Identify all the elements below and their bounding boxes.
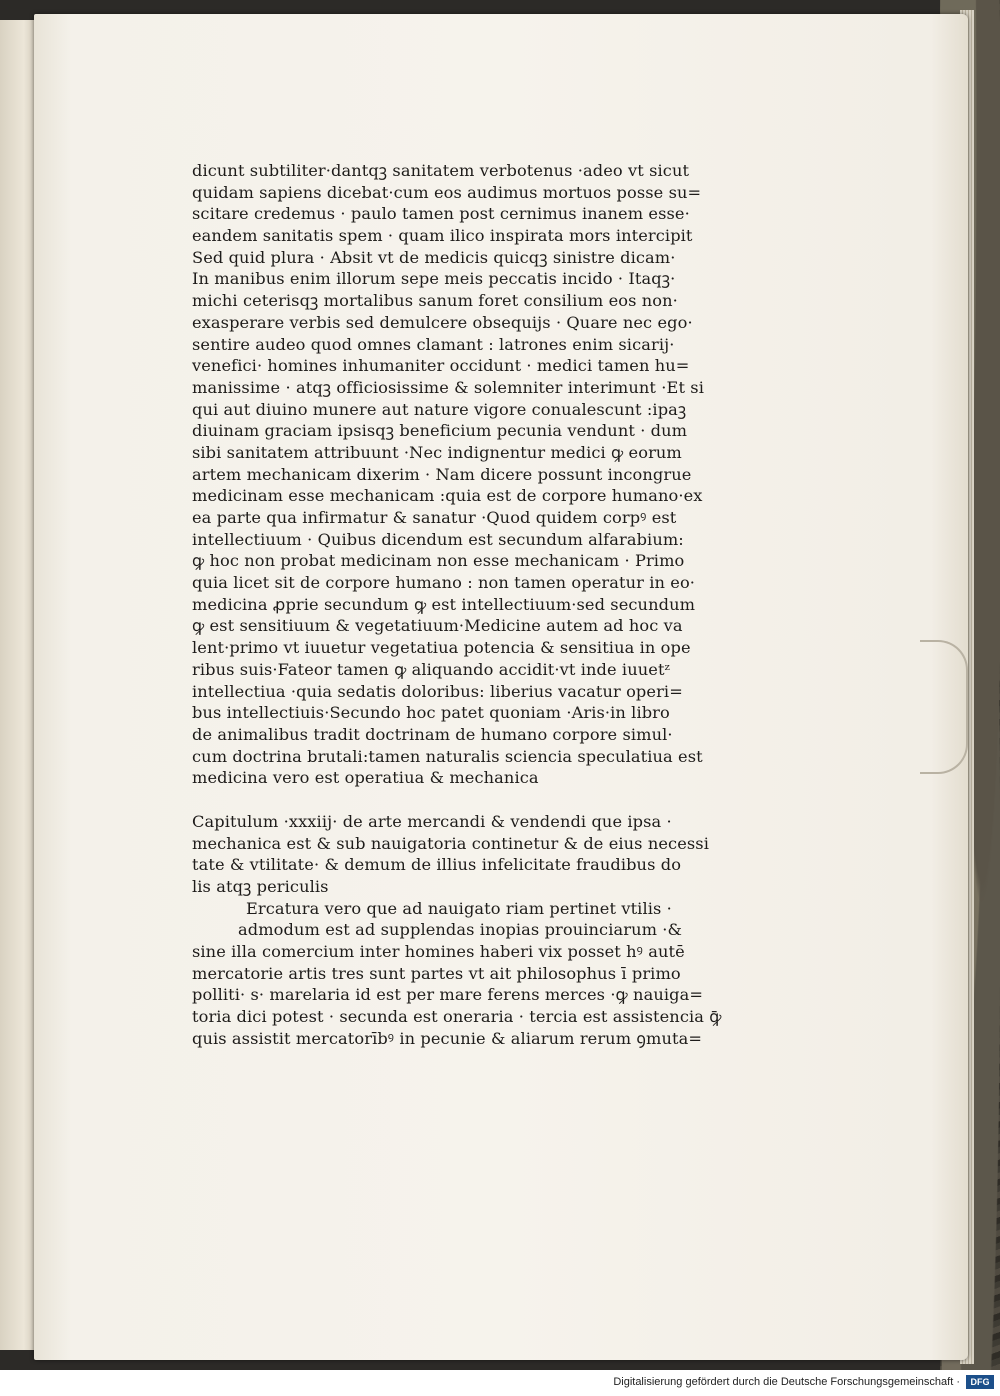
text-line: toria dici potest · secunda est oneraria · tercia est assistencia ꝙ̄ <box>192 1007 722 1027</box>
text-line: quis assistit mercatorībꝰ in pecunie & aliarum rerum ꝯmuta= <box>192 1028 702 1048</box>
paragraph-gap <box>192 789 782 811</box>
text-line: ea parte qua infirmatur & sanatur ·Quod quidem corpꝰ est <box>192 508 677 527</box>
main-paragraph <box>192 160 782 789</box>
text-line: quia licet sit de corpore humano : non tamen operatur in eo· <box>192 573 696 593</box>
dfg-logo: DFG <box>966 1375 994 1389</box>
text-line: michi ceterisqꝫ mortalibus sanum foret consilium eos non· <box>192 291 678 311</box>
text-line: medicinam esse mechanicam :quia est de corpore humano·ex <box>192 486 703 506</box>
text-line: polliti· s· marelaria id est per mare ferens merces ·ꝙ nauiga= <box>192 985 704 1005</box>
text-line: qui aut diuino munere aut nature vigore conualescunt :ipaꝫ <box>192 399 687 419</box>
text-line: de animalibus tradit doctrinam de humano corpore simul· <box>192 724 673 744</box>
text-line: diuinam graciam ipsisqꝫ beneficium pecunia vendunt · dum <box>192 421 688 441</box>
text-line: tate & vtilitate· & demum de illius infelicitate fraudibus do <box>192 855 682 875</box>
text-line: intellectiua ·quia sedatis doloribus: liberius vacatur operi= <box>192 681 683 701</box>
text-line: artem mechanicam dixerim · Nam dicere possunt incongrue <box>192 464 692 484</box>
text-line: eandem sanitatis spem · quam ilico inspirata mors intercipit <box>192 226 693 246</box>
text-line: ꝙ est sensitiuum & vegetatiuum·Medicine autem ad hoc va <box>192 616 683 636</box>
text-line: mercatorie artis tres sunt partes vt ait philosophus ī primo <box>192 963 681 983</box>
text-line: ribus suis·Fateor tamen ꝙ aliquando accidit·vt inde iuuetᶻ <box>192 659 670 679</box>
text-line: lis atqꝫ periculis <box>192 877 329 896</box>
text-line: quidam sapiens dicebat·cum eos audimus mortuos posse su= <box>192 182 702 202</box>
page-text <box>192 160 782 1050</box>
text-line: In manibus enim illorum sepe meis peccatis incido · Itaqꝫ· <box>192 269 676 289</box>
chapter-body <box>192 898 782 1050</box>
chapter-heading <box>192 811 782 898</box>
text-line: sibi sanitatem attribuunt ·Nec indignentur medici ꝙ eorum <box>192 442 682 462</box>
text-line: admodum est ad supplendas inopias prouinciarum ·& <box>238 920 683 940</box>
text-line: intellectiuum · Quibus dicendum est secundum alfarabium: <box>192 529 684 549</box>
text-line: mechanica est & sub nauigatoria continetur & de eius necessi <box>192 833 709 853</box>
text-line: Ercatura vero que ad nauigato riam pertinet vtilis · <box>246 898 672 918</box>
text-line: Sed quid plura · Absit vt de medicis quicqꝫ sinistre dicam· <box>192 247 676 267</box>
text-line: venefici· homines inhumaniter occidunt · medici tamen hu= <box>192 356 690 376</box>
text-line: Capitulum ·xxxiij· de arte mercandi & vendendi que ipsa · <box>192 811 672 831</box>
footer-bar <box>0 1370 1000 1396</box>
text-line: exasperare verbis sed demulcere obsequijs · Quare nec ego· <box>192 312 693 332</box>
text-line: sine illa comercium inter homines haberi vix posset hꝰ autē <box>192 942 685 962</box>
text-line: dicunt subtiliter·dantqꝫ sanitatem verbotenus ·adeo vt sicut <box>192 161 690 180</box>
text-line: bus intellectiuis·Secundo hoc patet quoniam ·Aris·in libro <box>192 703 670 723</box>
text-line: cum doctrina brutali:tamen naturalis sciencia speculatiua est <box>192 746 703 766</box>
text-line: medicina vero est operatiua & mechanica <box>192 768 539 788</box>
text-line: scitare credemus · paulo tamen post cernimus inanem esse· <box>192 204 690 224</box>
text-line: manissime · atqꝫ officiosissime & solemniter interimunt ·Et si <box>192 377 704 397</box>
text-line: ꝙ hoc non probat medicinam non esse mechanicam · Primo <box>192 551 685 571</box>
page-clip <box>920 640 968 774</box>
text-line: lent·primo vt iuuetur vegetatiua potencia & sensitiua in ope <box>192 638 691 658</box>
funding-notice: Digitalisierung gefördert durch die Deutsche Forschungsgemeinschaft · <box>613 1376 960 1388</box>
text-line: sentire audeo quod omnes clamant : latrones enim sicarij· <box>192 334 675 354</box>
text-line: medicina ꝓprie secundum ꝙ est intellectiuum·sed secundum <box>192 594 696 614</box>
